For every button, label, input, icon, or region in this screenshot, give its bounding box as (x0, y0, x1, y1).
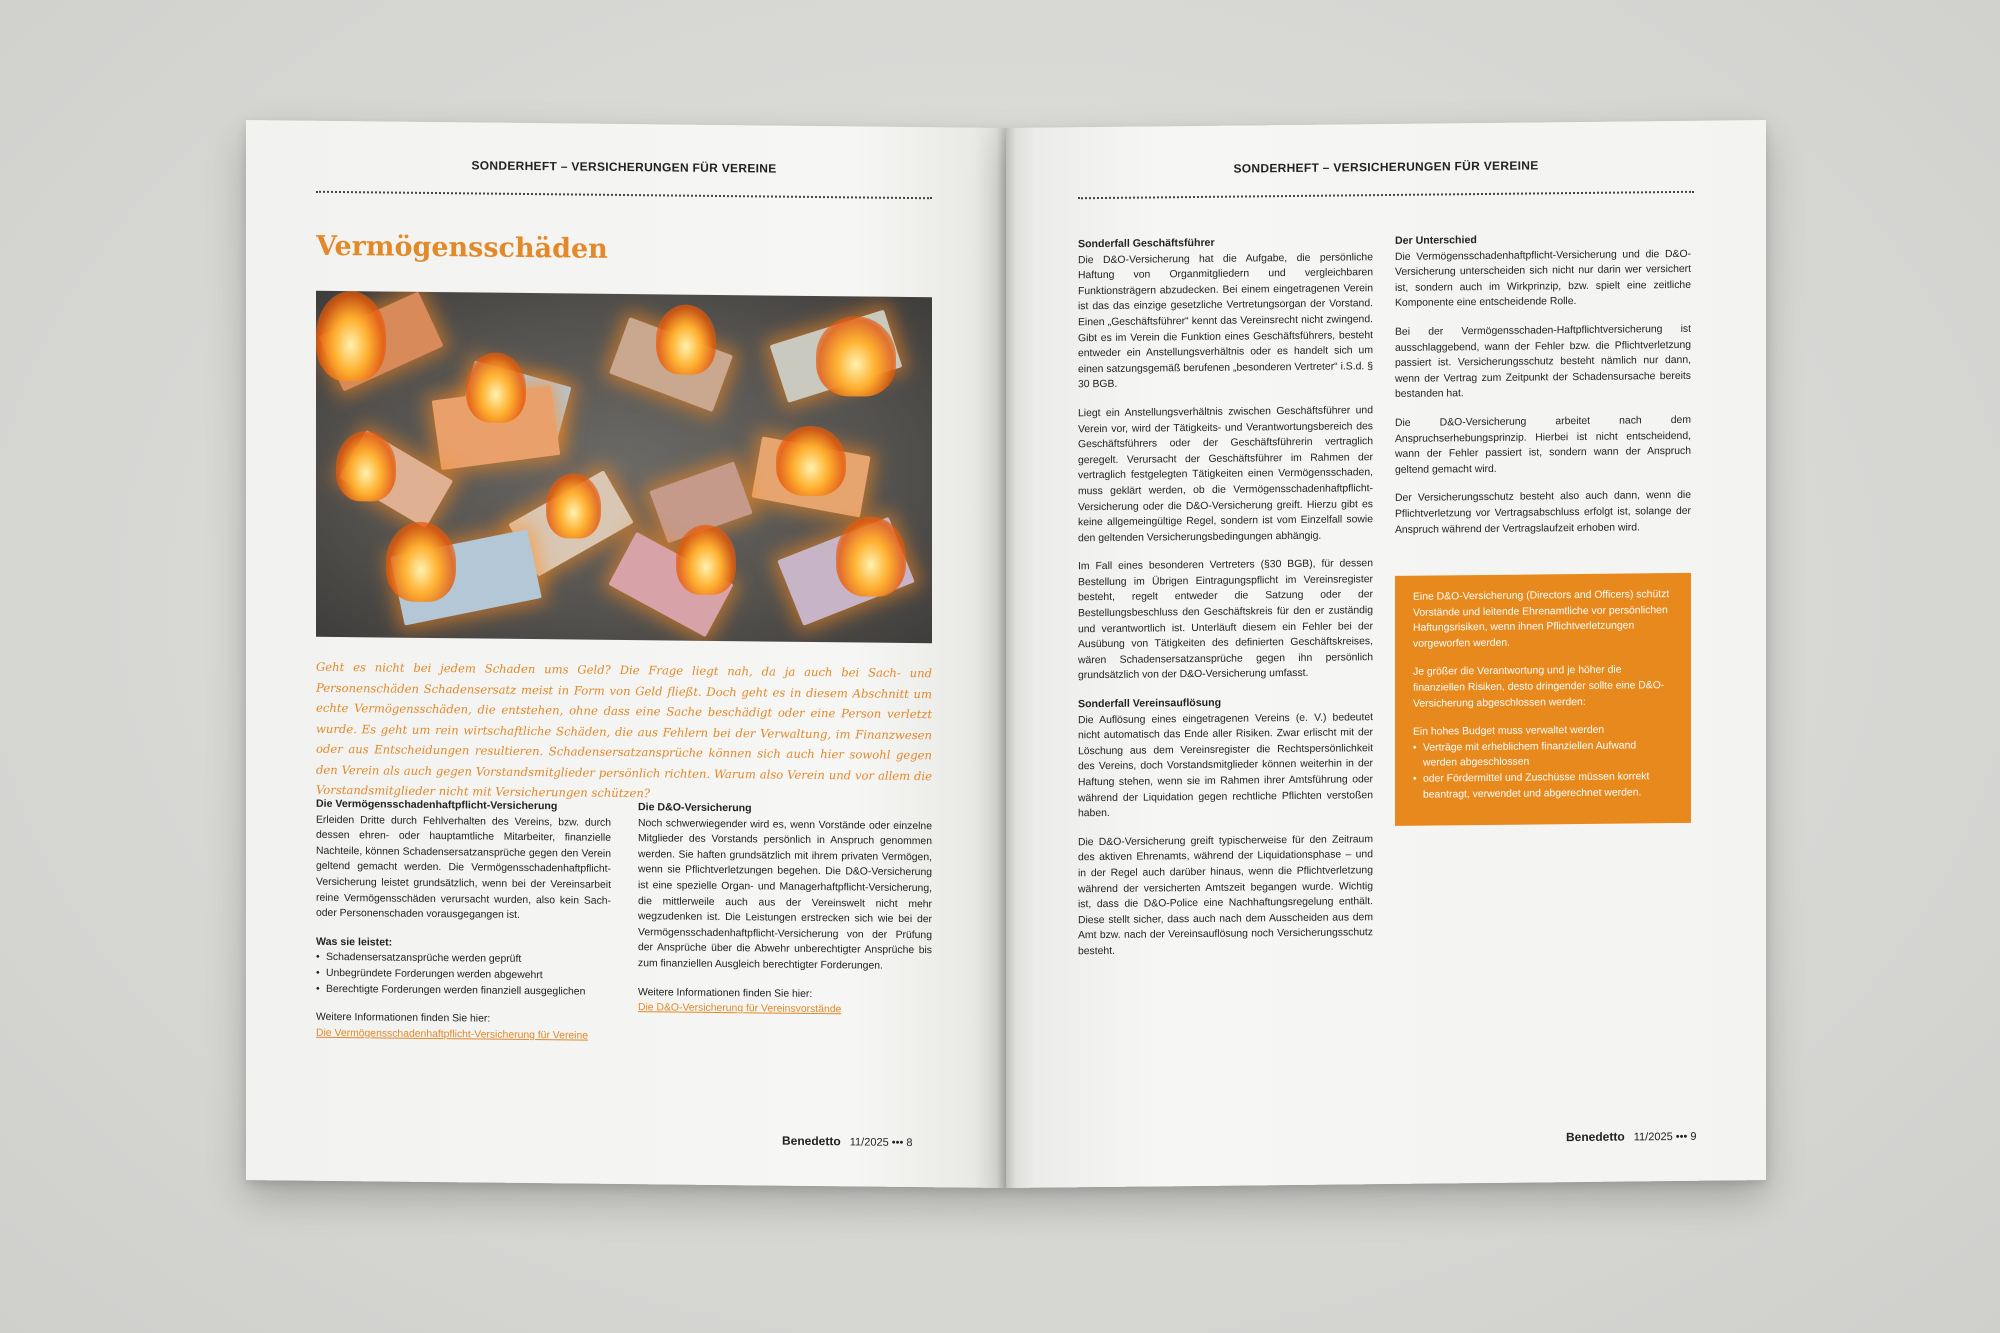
magazine-brand: Benedetto (1566, 1129, 1625, 1145)
paragraph: Die D&O-Versicherung arbeitet nach dem Anspruchserhebungsprinzip. Hierbei ist nicht entscheidend, wann der Fehler passiert ist, sondern wann der Anspruch geltend gemacht wird. (1395, 414, 1691, 476)
benefits-list (316, 950, 611, 1000)
right-column-1 (1078, 234, 1373, 973)
paragraph: Bei der Vermögensschaden-Haftpflichtversicherung ist ausschlaggebend, wann der Fehler bzw. die Pflichtverletzung passiert ist. Versicherungsschutz besteht nämlich nur dann, wenn der Vertrag zum Zeitpunkt der Schadensursache bereits bestanden hat. (1395, 323, 1691, 401)
issue-number: 11/2025 (849, 1136, 889, 1149)
paragraph: Die D&O-Versicherung hat die Aufgabe, die persönliche Haftung von Organmitgliedern und vergleichbaren Funktionsträgern abzudecken. Bei einem eingetragenen Verein ist das das einzige gesetzliche Vertretungsorgan der Vorstand. Einen „Geschäftsführer“ kennt das Vereinsrecht nicht zwingend. Gibt es im Verein die Funktion eines Geschäftsführers, besteht entweder ein Anstellungsverhältnis oder es handelt sich um einen satzungsgemäß berufenen „besonderen Vertreter“ i.S.d. § 30 BGB. (1078, 251, 1373, 391)
magazine-brand: Benedetto (782, 1133, 841, 1149)
info-box (1395, 573, 1691, 826)
more-info-label: Weitere Informationen finden Sie hier: (638, 986, 813, 1000)
vsh-info-link[interactable]: Die Vermögensschadenhaftpflicht-Versicherung für Vereine (316, 1027, 589, 1042)
issue-number: 11/2025 (1633, 1131, 1673, 1144)
page-number: 8 (906, 1136, 913, 1150)
paragraph: Der Versicherungsschutz besteht also auch dann, wenn die Pflichtverletzung vor Vertragsabschluss erfolgt ist, solange der Anspruch während der Vertragslaufzeit erhoben wird. (1395, 490, 1691, 536)
running-head: SONDERHEFT – VERSICHERUNGEN FÜR VEREINE (1233, 158, 1539, 176)
header-rule (1078, 191, 1694, 199)
section-heading: Der Unterschied (1395, 234, 1477, 247)
magazine-page-right (1006, 120, 1766, 1188)
header-rule (316, 191, 932, 199)
section-heading: Die Vermögensschadenhaftpflicht-Versicherung (316, 797, 558, 813)
paragraph: Die Vermögensschadenhaftpflicht-Versicherung und die D&O-Versicherung unterscheiden sich nicht nur darin wer versichert ist, sondern auch im Wirkprinzip, bzw. spielt eine zeitliche Komponente eine entscheidende Rolle. (1395, 248, 1691, 310)
list-item: • oder Fördermittel und Zuschüsse müssen korrekt beantragt, verwendet und abgerechnet werden. (1423, 769, 1673, 803)
running-head: SONDERHEFT – VERSICHERUNGEN FÜR VEREINE (471, 158, 777, 176)
page-footer (782, 1134, 913, 1149)
page-footer (1566, 1129, 1697, 1144)
magazine-page-left (246, 120, 1006, 1188)
section-heading: Sonderfall Geschäftsführer (1078, 236, 1215, 251)
footer-separator: ••• (1675, 1130, 1688, 1143)
box-list-heading: Ein hohes Budget muss verwaltet werden (1413, 724, 1605, 738)
section-heading: Sonderfall Vereinsauflösung (1078, 696, 1222, 711)
paragraph: Die D&O-Versicherung greift typischerweise für den Zeitraum des aktiven Ehrenamts, während der Liquidationsphase – und in der Regel auch darüber hinaus, wenn die Pflichtverletzung während der versicherten Amtszeit begangen wurde. Wichtig ist, dass die D&O-Police eine Nachhaftungsregelung enthält. Diese stellt sicher, dass auch nach dem Ausscheiden aus dem Amt bzw. nach der Vereinsauflösung noch Versicherungsschutz besteht. (1078, 833, 1373, 958)
section-body: Erleiden Dritte durch Fehlverhalten des Vereins, bzw. durch dessen ehren- oder hauptamtliche Mitarbeiter, finanzielle Nachteile, können Schadensersatzansprüche gegen den Verein geltend gemacht werden. Die Vermögensschadenhaftpflicht-Versicherung leistet grundsätzlich, wenn bei der Vereinsarbeit reine Vermögensschäden verursacht wurden, also kein Sach- oder Personenschaden vorausgegangen ist. (316, 814, 611, 922)
list-heading: Was sie leistet: (316, 935, 393, 949)
burning-banknotes-photo (316, 291, 932, 643)
left-column-1 (316, 797, 611, 1044)
left-column-2 (638, 800, 932, 1019)
article-title: Vermögensschäden (316, 230, 608, 265)
list-item: • Unbegründete Forderungen werden abgewehrt (326, 966, 611, 985)
article-lead: Geht es nicht bei jedem Schaden ums Geld? Die Frage liegt nah, da ja auch bei Sach- und Personenschäden Schadensersatz meist in Form von Geld fließt. Doch geht es in diesem Abschnitt um echte Vermögensschäden, die entstehen, ohne dass eine Sache beschädigt oder eine Person verletzt wurde. Es geht um rein wirtschaftliche Schäden, die aus Fehlern bei der Verwaltung, im Finanzwesen oder aus Entscheidungen resultieren. Schadensersatzansprüche können sich auch hier sowohl gegen den Verein als auch gegen Vorstandsmitglieder persönlich richten. Warum also Verein und vor allem die Vorstandsmitglieder nicht mit Versicherungen schützen? (316, 659, 932, 801)
paragraph: Die Auflösung eines eingetragenen Vereins (e. V.) bedeutet nicht automatisch das Ende aller Risiken. Zwar erlischt mit der Löschung aus dem Vereinsregister die Rechtspersönlichkeit des Vereins, doch Vorstandsmitglieder können weiterhin in der Haftung stehen, wenn sie im Rahmen ihrer Amtsführung oder während der Liquidation gegen rechtliche Pflichten verstoßen haben. (1078, 711, 1373, 820)
list-item: • Berechtigte Forderungen werden finanziell ausgeglichen (326, 981, 611, 1000)
right-column-2 (1395, 231, 1691, 551)
box-paragraph: Je größer die Verantwortung und je höher die finanziellen Risiken, desto dringender sollte eine D&O-Versicherung abgeschlossen werden: (1413, 664, 1665, 710)
box-list (1413, 738, 1673, 803)
section-body: Noch schwerwiegender wird es, wenn Vorstände oder einzelne Mitglieder des Vorstands persönlich in Anspruch genommen werden. Sie haften grundsätzlich mit ihrem privaten Vermögen, wenn sie Pflichtverletzungen begehen. Die D&O-Versicherung ist eine spezielle Organ- und Managerhaftpflicht-Versicherung, die mittlerweile auch aus der Vereinswelt nicht mehr wegzudenken ist. Die Leistungen erstrecken sich wie bei der Vermögensschadenhaftpflicht-Versicherung von der Prüfung der Ansprüche über die Abwehr unberechtigter Ansprüche bis zum finanziellen Ausgleich berechtigter Forderungen. (638, 817, 932, 972)
more-info-label: Weitere Informationen finden Sie hier: (316, 1011, 491, 1025)
paragraph: Liegt ein Anstellungsverhältnis zwischen Geschäftsführer und Verein vor, wird der Tätigkeits- und Verantwortungsbereich des Geschäftsführers oder der Geschäftsführerin vertraglich geregelt. Verursacht der Geschäftsführer im Rahmen der vertraglich festgelegten Tätigkeiten einen Vermögensschaden, muss geklärt werden, ob die Vermögensschadenhaftpflicht-Versicherung oder die D&O-Versicherung greift. Hierzu gibt es keine allgemeingültige Regel, sondern ist vom Einzelfall sowie den geltenden Versicherungsbedingungen abhängig. (1078, 405, 1373, 544)
section-heading: Die D&O-Versicherung (638, 801, 752, 815)
dno-info-link[interactable]: Die D&O-Versicherung für Vereinsvorstände (638, 1002, 842, 1016)
list-item: • Schadensersatzansprüche werden geprüft (326, 950, 611, 969)
list-item: • Verträge mit erheblichem finanziellen Aufwand werden abgeschlossen (1423, 738, 1673, 772)
page-number: 9 (1690, 1130, 1697, 1143)
footer-separator: ••• (891, 1136, 904, 1149)
box-paragraph: Eine D&O-Versicherung (Directors and Officers) schützt Vorstände und leitende Ehrenamtliche vor persönlichen Haftungsrisiken, wenn ihnen Pflichtverletzungen vorgeworfen werden. (1413, 589, 1670, 650)
binding-spine-shadow (996, 128, 1016, 1188)
paragraph: Im Fall eines besonderen Vertreters (§30 BGB), für dessen Bestellung im Übrigen Eintragungspflicht im Vereinsregister besteht, regelt entweder die Satzung oder der Bestellungsbeschluss den Geschäftskreis für den er zuständig und verantwortlich ist. Unterläuft diesem ein Fehler bei der Ausübung von Tätigkeiten des definierten Geschäftskreises, wären Schadensersatzansprüche gegen ihn persönlich grundsätzlich von der D&O-Versicherung umfasst. (1078, 558, 1373, 682)
